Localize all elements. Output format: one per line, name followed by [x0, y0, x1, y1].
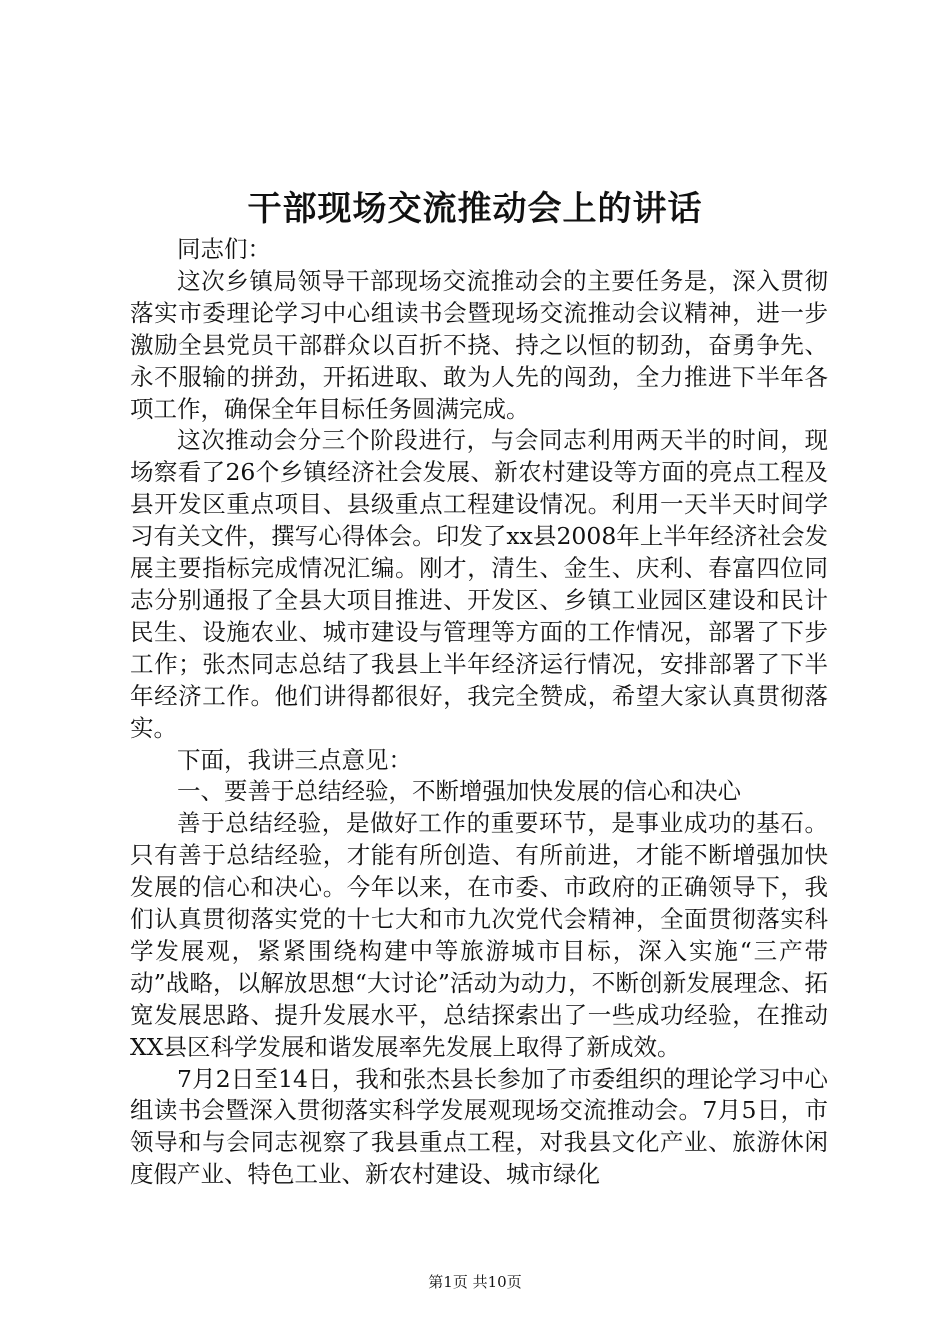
- body-paragraph: 这次乡镇局领导干部现场交流推动会的主要任务是，深入贯彻落实市委理论学习中心组读书会暨现场交流推动会议精神，进一步激励全县党员干部群众以百折不挠、持之以恒的韧劲，奋勇争先、永不服输的拼劲，开拓进取、敢为人先的闯劲，全力推进下半年各项工作，确保全年目标任务圆满完成。: [130, 266, 828, 423]
- section-heading: 一、要善于总结经验，不断增强加快发展的信心和决心: [177, 777, 741, 806]
- page-number-footer: 第1页 共10页: [428, 1273, 522, 1291]
- document-body: [130, 234, 828, 1191]
- body-paragraph: 这次推动会分三个阶段进行，与会同志利用两天半的时间，现场察看了26个乡镇经济社会发展、新农村建设等方面的亮点工程及县开发区重点项目、县级重点工程建设情况。利用一天半天时间学习有关文件，撰写心得体会。印发了xx县2008年上半年经济社会发展主要指标完成情况汇编。刚才，清生、金生、庆利、春富四位同志分别通报了全县大项目推进、开发区、乡镇工业园区建设和民计民生、设施农业、城市建设与管理等方面的工作情况，部署了下步工作；张杰同志总结了我县上半年经济运行情况，安排部署了下半年经济工作。他们讲得都很好，我完全赞成，希望大家认真贯彻落实。: [130, 426, 828, 742]
- body-paragraph: 7月2日至14日，我和张杰县长参加了市委组织的理论学习中心组读书会暨深入贯彻落实科学发展观现场交流推动会。7月5日，市领导和与会同志视察了我县重点工程，对我县文化产业、旅游休闲度假产业、特色工业、新农村建设、城市绿化: [130, 1064, 828, 1189]
- body-paragraph: 下面，我讲三点意见：: [177, 745, 412, 774]
- document-title: 干部现场交流推动会上的讲话: [247, 189, 703, 229]
- salutation-paragraph: 同志们：: [177, 235, 271, 263]
- body-paragraph: 善于总结经验，是做好工作的重要环节，是事业成功的基石。只有善于总结经验，才能有所创造、有所前进，才能不断增强加快发展的信心和决心。今年以来，在市委、市政府的正确领导下，我们认真贯彻落实党的十七大和市九次党代会精神，全面贯彻落实科学发展观，紧紧围绕构建中等旅游城市目标，深入实施“三产带动”战略，以解放思想“大讨论”活动为动力，不断创新发展理念、拓宽发展思路、提升发展水平，总结探索出了一些成功经验，在推动XX县区科学发展和谐发展率先发展上取得了新成效。: [130, 809, 828, 1061]
